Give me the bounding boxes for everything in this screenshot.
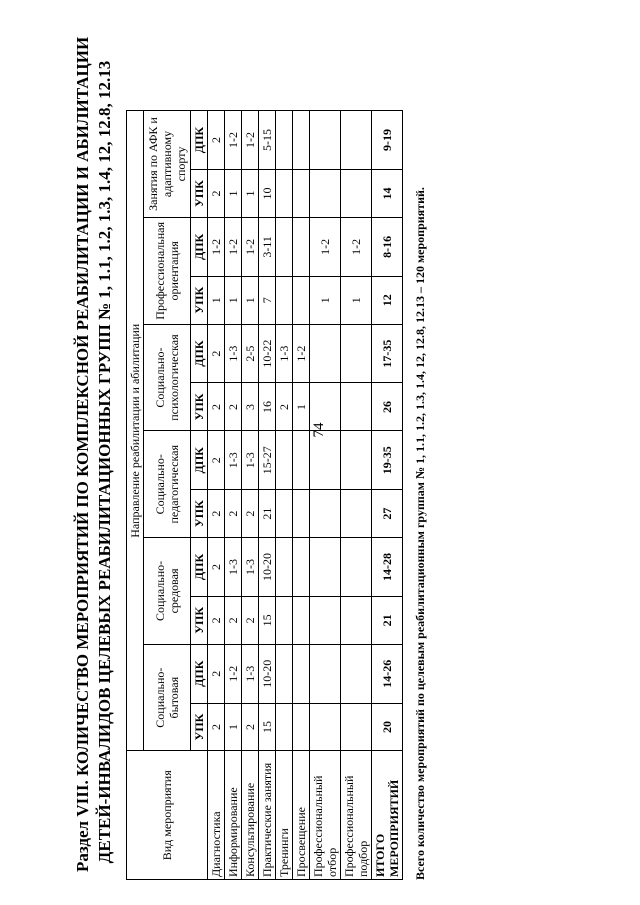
table-row	[242, 111, 259, 880]
table-cell	[293, 431, 310, 490]
table-cell: 1-2	[225, 111, 242, 170]
dpk-header: ДПК	[191, 217, 208, 276]
table-row	[310, 111, 341, 880]
table-cell: 10-22	[259, 324, 276, 383]
table-cell	[310, 538, 341, 597]
table-cell: 26	[372, 383, 403, 431]
table-cell	[310, 383, 341, 431]
table-cell	[341, 324, 372, 383]
table-cell: 16	[259, 383, 276, 431]
table-cell: 1	[242, 170, 259, 218]
table-cell: 1	[341, 276, 372, 324]
row-label: Диагностика	[208, 751, 225, 880]
table-cell: 2	[208, 431, 225, 490]
table-row	[259, 111, 276, 880]
table-cell: 2	[242, 596, 259, 644]
dpk-header: ДПК	[191, 538, 208, 597]
table-cell: 1	[225, 170, 242, 218]
row-label: Информирование	[225, 751, 242, 880]
table-cell: 1	[293, 383, 310, 431]
table-cell: 2	[208, 111, 225, 170]
table-cell	[341, 383, 372, 431]
table-cell	[293, 111, 310, 170]
table-cell: 15-27	[259, 431, 276, 490]
table-cell: 12	[372, 276, 403, 324]
table-cell: 1-2	[310, 217, 341, 276]
table-cell: 2	[208, 538, 225, 597]
table-row	[293, 111, 310, 880]
table-cell	[293, 644, 310, 703]
upk-header: УПК	[191, 383, 208, 431]
table-cell	[341, 596, 372, 644]
page-number: 74	[311, 422, 327, 438]
title-line-2: ДЕТЕЙ-ИНВАЛИДОВ ЦЕЛЕВЫХ РЕАБИЛИТАЦИОННЫХ ГРУПП № 1, 1.1, 1.2, 1.3, 1.4, 12, 12.8, 12.13	[95, 60, 114, 864]
table-cell: 2	[242, 490, 259, 538]
table-cell	[341, 538, 372, 597]
table-cell	[310, 490, 341, 538]
table-cell: 2	[208, 170, 225, 218]
table-cell: 1-2	[225, 644, 242, 703]
table-cell: 2	[208, 324, 225, 383]
table-cell	[276, 703, 293, 751]
table-cell: 27	[372, 490, 403, 538]
table-cell: 2	[208, 596, 225, 644]
table-cell: 2-5	[242, 324, 259, 383]
title-line-1: Раздел VIII. КОЛИЧЕСТВО МЕРОПРИЯТИЙ ПО КОМПЛЕКСНОЙ РЕАБИЛИТАЦИИ И АБИЛИТАЦИИ	[73, 36, 92, 872]
table-cell: 1-2	[242, 111, 259, 170]
table-cell	[310, 703, 341, 751]
upk-header: УПК	[191, 596, 208, 644]
table-cell: 20	[372, 703, 403, 751]
table-row	[372, 111, 403, 880]
table-cell	[310, 431, 341, 490]
table-cell	[341, 111, 372, 170]
table-cell	[276, 217, 293, 276]
group-header: Социально-бытовая	[144, 644, 191, 751]
table-cell	[310, 596, 341, 644]
table-cell	[341, 490, 372, 538]
table-cell: 2	[208, 644, 225, 703]
table-body	[208, 111, 403, 880]
table-cell: 2	[276, 383, 293, 431]
table-row	[341, 111, 372, 880]
table-cell: 21	[372, 596, 403, 644]
table-cell: 1	[208, 276, 225, 324]
table-cell: 1-2	[293, 324, 310, 383]
table-cell: 1-3	[242, 538, 259, 597]
table-cell: 19-35	[372, 431, 403, 490]
table-cell	[293, 170, 310, 218]
table-cell	[293, 490, 310, 538]
table-cell	[293, 276, 310, 324]
table-cell: 1	[242, 276, 259, 324]
table-cell	[293, 596, 310, 644]
table-cell: 14-28	[372, 538, 403, 597]
table-cell: 1-2	[225, 217, 242, 276]
upk-header: УПК	[191, 490, 208, 538]
table-cell: 2	[225, 383, 242, 431]
table-cell: 2	[225, 596, 242, 644]
table-row	[225, 111, 242, 880]
group-header: Занятия по АФК и адаптивному спорту	[144, 111, 191, 218]
table-cell: 1-2	[242, 217, 259, 276]
table-row	[276, 111, 293, 880]
table-cell	[276, 644, 293, 703]
row-label: Профессиональный подбор	[341, 751, 372, 880]
dpk-header: ДПК	[191, 324, 208, 383]
table-cell	[276, 490, 293, 538]
group-header: Профессиональная ориентация	[144, 217, 191, 324]
activities-table	[126, 110, 403, 880]
table-cell	[276, 170, 293, 218]
table-cell: 15	[259, 703, 276, 751]
table-cell: 2	[225, 490, 242, 538]
table-cell: 2	[208, 383, 225, 431]
upk-header: УПК	[191, 276, 208, 324]
table-cell	[310, 111, 341, 170]
table-cell: 14	[372, 170, 403, 218]
row-label: ИТОГО МЕРОПРИЯТИЙ	[372, 751, 403, 880]
table-cell	[293, 703, 310, 751]
table-cell	[310, 324, 341, 383]
table-cell: 14-26	[372, 644, 403, 703]
table-cell	[341, 644, 372, 703]
table-cell	[276, 538, 293, 597]
table-cell: 7	[259, 276, 276, 324]
upk-header: УПК	[191, 170, 208, 218]
upk-header: УПК	[191, 703, 208, 751]
table-cell: 1-3	[242, 431, 259, 490]
table-cell	[341, 170, 372, 218]
table-cell: 1-3	[225, 538, 242, 597]
table-cell: 2	[208, 703, 225, 751]
table-cell: 9-19	[372, 111, 403, 170]
table-cell: 3	[242, 383, 259, 431]
table-cell: 21	[259, 490, 276, 538]
table-cell: 2	[242, 703, 259, 751]
group-header: Социально-средовая	[144, 538, 191, 645]
group-header: Социально-психологическая	[144, 324, 191, 431]
table-cell: 15	[259, 596, 276, 644]
row-label: Профессиональный отбор	[310, 751, 341, 880]
table-row	[208, 111, 225, 880]
table-cell: 10-20	[259, 644, 276, 703]
table-cell: 1-3	[225, 431, 242, 490]
table-cell: 1-2	[341, 217, 372, 276]
rotated-sheet	[68, 32, 568, 892]
dpk-header: ДПК	[191, 111, 208, 170]
section-title	[72, 36, 116, 872]
table-cell: 5-15	[259, 111, 276, 170]
table-cell	[293, 538, 310, 597]
table-cell	[276, 596, 293, 644]
table-cell	[341, 703, 372, 751]
row-label: Практические занятия	[259, 751, 276, 880]
table-cell: 1	[225, 703, 242, 751]
table-cell	[341, 431, 372, 490]
table-cell: 1-3	[276, 324, 293, 383]
footnote: Всего количество мероприятий по целевым реабилитационным группам № 1, 1.1, 1.2, 1.3, 1.4, 12, 12.8, 12.13 – 120 мероприятий.	[413, 187, 427, 880]
row-label: Просвещение	[293, 751, 310, 880]
row-label: Консультирование	[242, 751, 259, 880]
table-cell	[310, 644, 341, 703]
table-cell: 10	[259, 170, 276, 218]
table-cell: 2	[208, 490, 225, 538]
table-cell: 1-3	[225, 324, 242, 383]
table-cell	[276, 276, 293, 324]
activity-column-header: Вид мероприятия	[127, 751, 208, 880]
dpk-header: ДПК	[191, 431, 208, 490]
table-cell	[276, 431, 293, 490]
row-label: Тренинги	[276, 751, 293, 880]
table-cell: 1-3	[242, 644, 259, 703]
table-cell	[310, 170, 341, 218]
table-cell: 10-20	[259, 538, 276, 597]
table-cell: 1	[225, 276, 242, 324]
table-cell	[293, 217, 310, 276]
table-cell: 1	[310, 276, 341, 324]
table-cell: 3-11	[259, 217, 276, 276]
table-cell: 17-35	[372, 324, 403, 383]
table-cell	[276, 111, 293, 170]
dpk-header: ДПК	[191, 644, 208, 703]
direction-header: Направление реабилитации и абилитации	[127, 111, 144, 752]
group-header: Социально-педагогическая	[144, 431, 191, 538]
table-cell: 8-16	[372, 217, 403, 276]
table-cell: 1-2	[208, 217, 225, 276]
